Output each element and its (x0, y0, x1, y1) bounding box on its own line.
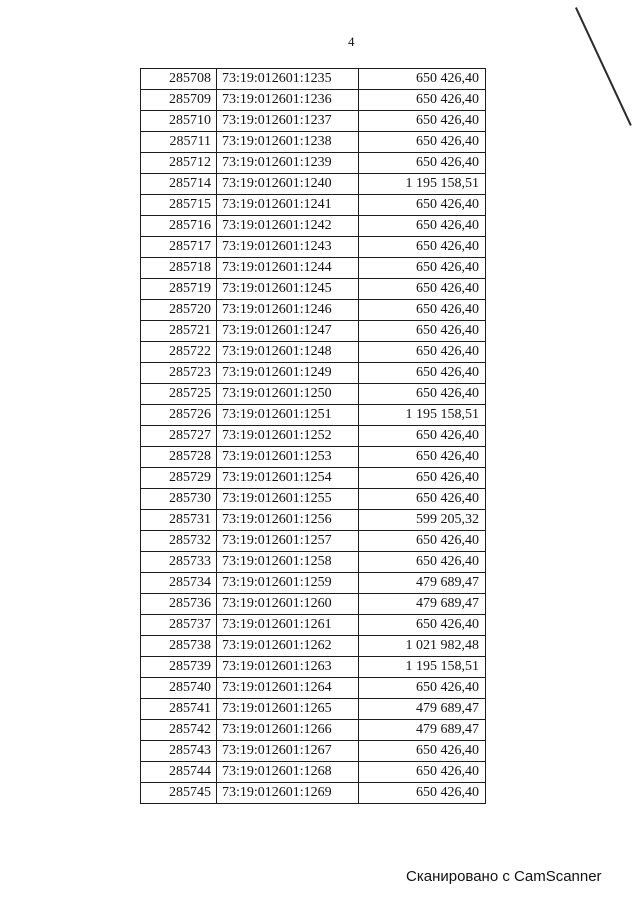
cell-id: 285739 (141, 657, 217, 678)
cell-value: 650 426,40 (359, 216, 486, 237)
table-row (141, 426, 486, 447)
table-row (141, 678, 486, 699)
cell-cadastral-number: 73:19:012601:1259 (217, 573, 359, 594)
cell-cadastral-number: 73:19:012601:1266 (217, 720, 359, 741)
cell-id: 285709 (141, 90, 217, 111)
table-row (141, 69, 486, 90)
cell-id: 285736 (141, 594, 217, 615)
table-row (141, 783, 486, 804)
cell-cadastral-number: 73:19:012601:1251 (217, 405, 359, 426)
cell-cadastral-number: 73:19:012601:1247 (217, 321, 359, 342)
cell-value: 650 426,40 (359, 552, 486, 573)
cell-cadastral-number: 73:19:012601:1263 (217, 657, 359, 678)
cell-id: 285715 (141, 195, 217, 216)
cell-value: 650 426,40 (359, 237, 486, 258)
parcel-table (140, 68, 486, 804)
table-row (141, 594, 486, 615)
cell-id: 285730 (141, 489, 217, 510)
cell-cadastral-number: 73:19:012601:1267 (217, 741, 359, 762)
table-row (141, 405, 486, 426)
cell-id: 285741 (141, 699, 217, 720)
cell-id: 285717 (141, 237, 217, 258)
table-row (141, 657, 486, 678)
cell-value: 1 195 158,51 (359, 174, 486, 195)
cell-value: 650 426,40 (359, 468, 486, 489)
cell-id: 285726 (141, 405, 217, 426)
cell-cadastral-number: 73:19:012601:1236 (217, 90, 359, 111)
cell-cadastral-number: 73:19:012601:1238 (217, 132, 359, 153)
table-row (141, 489, 486, 510)
cell-id: 285743 (141, 741, 217, 762)
cell-cadastral-number: 73:19:012601:1253 (217, 447, 359, 468)
cell-value: 650 426,40 (359, 195, 486, 216)
table-row (141, 342, 486, 363)
cell-id: 285711 (141, 132, 217, 153)
table-row (141, 363, 486, 384)
table-row (141, 237, 486, 258)
cell-value: 650 426,40 (359, 384, 486, 405)
cell-cadastral-number: 73:19:012601:1249 (217, 363, 359, 384)
cell-cadastral-number: 73:19:012601:1261 (217, 615, 359, 636)
table-row (141, 279, 486, 300)
cell-value: 650 426,40 (359, 783, 486, 804)
cell-value: 1 195 158,51 (359, 405, 486, 426)
cell-cadastral-number: 73:19:012601:1240 (217, 174, 359, 195)
cell-cadastral-number: 73:19:012601:1260 (217, 594, 359, 615)
cell-cadastral-number: 73:19:012601:1239 (217, 153, 359, 174)
cell-id: 285721 (141, 321, 217, 342)
cell-cadastral-number: 73:19:012601:1269 (217, 783, 359, 804)
cell-value: 650 426,40 (359, 741, 486, 762)
cell-cadastral-number: 73:19:012601:1248 (217, 342, 359, 363)
cell-id: 285744 (141, 762, 217, 783)
cell-id: 285745 (141, 783, 217, 804)
cell-value: 650 426,40 (359, 111, 486, 132)
cell-cadastral-number: 73:19:012601:1256 (217, 510, 359, 531)
cell-cadastral-number: 73:19:012601:1245 (217, 279, 359, 300)
cell-cadastral-number: 73:19:012601:1244 (217, 258, 359, 279)
cell-id: 285719 (141, 279, 217, 300)
table-row (141, 573, 486, 594)
table-row (141, 552, 486, 573)
table-row (141, 153, 486, 174)
table-row (141, 195, 486, 216)
cell-id: 285733 (141, 552, 217, 573)
cell-id: 285720 (141, 300, 217, 321)
page-number: 4 (348, 34, 355, 49)
cell-id: 285718 (141, 258, 217, 279)
cell-id: 285740 (141, 678, 217, 699)
cell-cadastral-number: 73:19:012601:1250 (217, 384, 359, 405)
cell-cadastral-number: 73:19:012601:1237 (217, 111, 359, 132)
cell-id: 285731 (141, 510, 217, 531)
table-row (141, 447, 486, 468)
cell-id: 285722 (141, 342, 217, 363)
cell-value: 650 426,40 (359, 342, 486, 363)
cell-value: 650 426,40 (359, 678, 486, 699)
cell-id: 285729 (141, 468, 217, 489)
cell-cadastral-number: 73:19:012601:1257 (217, 531, 359, 552)
cell-value: 650 426,40 (359, 426, 486, 447)
table-row (141, 615, 486, 636)
table-row (141, 531, 486, 552)
table-row (141, 111, 486, 132)
parcel-table-body (141, 69, 486, 804)
cell-id: 285742 (141, 720, 217, 741)
cell-value: 650 426,40 (359, 279, 486, 300)
cell-cadastral-number: 73:19:012601:1252 (217, 426, 359, 447)
cell-id: 285727 (141, 426, 217, 447)
cell-cadastral-number: 73:19:012601:1254 (217, 468, 359, 489)
cell-cadastral-number: 73:19:012601:1241 (217, 195, 359, 216)
scan-artifact-line (575, 7, 632, 126)
cell-id: 285708 (141, 69, 217, 90)
table-row (141, 132, 486, 153)
cell-value: 650 426,40 (359, 132, 486, 153)
cell-id: 285725 (141, 384, 217, 405)
table-row (141, 720, 486, 741)
cell-cadastral-number: 73:19:012601:1268 (217, 762, 359, 783)
cell-id: 285723 (141, 363, 217, 384)
table-row (141, 321, 486, 342)
table-row (141, 762, 486, 783)
table-row (141, 174, 486, 195)
table-row (141, 636, 486, 657)
cell-id: 285738 (141, 636, 217, 657)
cell-cadastral-number: 73:19:012601:1262 (217, 636, 359, 657)
cell-cadastral-number: 73:19:012601:1265 (217, 699, 359, 720)
cell-cadastral-number: 73:19:012601:1243 (217, 237, 359, 258)
table-row (141, 300, 486, 321)
cell-value: 650 426,40 (359, 153, 486, 174)
table-row (141, 258, 486, 279)
cell-id: 285714 (141, 174, 217, 195)
cell-value: 479 689,47 (359, 720, 486, 741)
table-row (141, 741, 486, 762)
cell-id: 285732 (141, 531, 217, 552)
cell-value: 650 426,40 (359, 615, 486, 636)
cell-value: 1 195 158,51 (359, 657, 486, 678)
cell-id: 285734 (141, 573, 217, 594)
cell-value: 599 205,32 (359, 510, 486, 531)
cell-value: 479 689,47 (359, 594, 486, 615)
table-row (141, 510, 486, 531)
cell-value: 650 426,40 (359, 447, 486, 468)
cell-cadastral-number: 73:19:012601:1258 (217, 552, 359, 573)
table-row (141, 216, 486, 237)
table-row (141, 699, 486, 720)
cell-cadastral-number: 73:19:012601:1246 (217, 300, 359, 321)
cell-id: 285737 (141, 615, 217, 636)
camscanner-watermark: Сканировано с CamScanner (406, 868, 602, 885)
cell-id: 285712 (141, 153, 217, 174)
table-row (141, 384, 486, 405)
cell-value: 650 426,40 (359, 489, 486, 510)
cell-cadastral-number: 73:19:012601:1264 (217, 678, 359, 699)
cell-value: 650 426,40 (359, 321, 486, 342)
cell-value: 650 426,40 (359, 363, 486, 384)
cell-cadastral-number: 73:19:012601:1242 (217, 216, 359, 237)
cell-value: 650 426,40 (359, 69, 486, 90)
cell-value: 650 426,40 (359, 90, 486, 111)
cell-cadastral-number: 73:19:012601:1255 (217, 489, 359, 510)
cell-value: 650 426,40 (359, 258, 486, 279)
cell-value: 650 426,40 (359, 531, 486, 552)
table-row (141, 90, 486, 111)
cell-id: 285716 (141, 216, 217, 237)
cell-value: 650 426,40 (359, 762, 486, 783)
cell-id: 285710 (141, 111, 217, 132)
cell-value: 479 689,47 (359, 699, 486, 720)
table-row (141, 468, 486, 489)
parcel-table-wrapper (140, 68, 486, 804)
cell-id: 285728 (141, 447, 217, 468)
cell-value: 479 689,47 (359, 573, 486, 594)
cell-value: 650 426,40 (359, 300, 486, 321)
cell-value: 1 021 982,48 (359, 636, 486, 657)
cell-cadastral-number: 73:19:012601:1235 (217, 69, 359, 90)
